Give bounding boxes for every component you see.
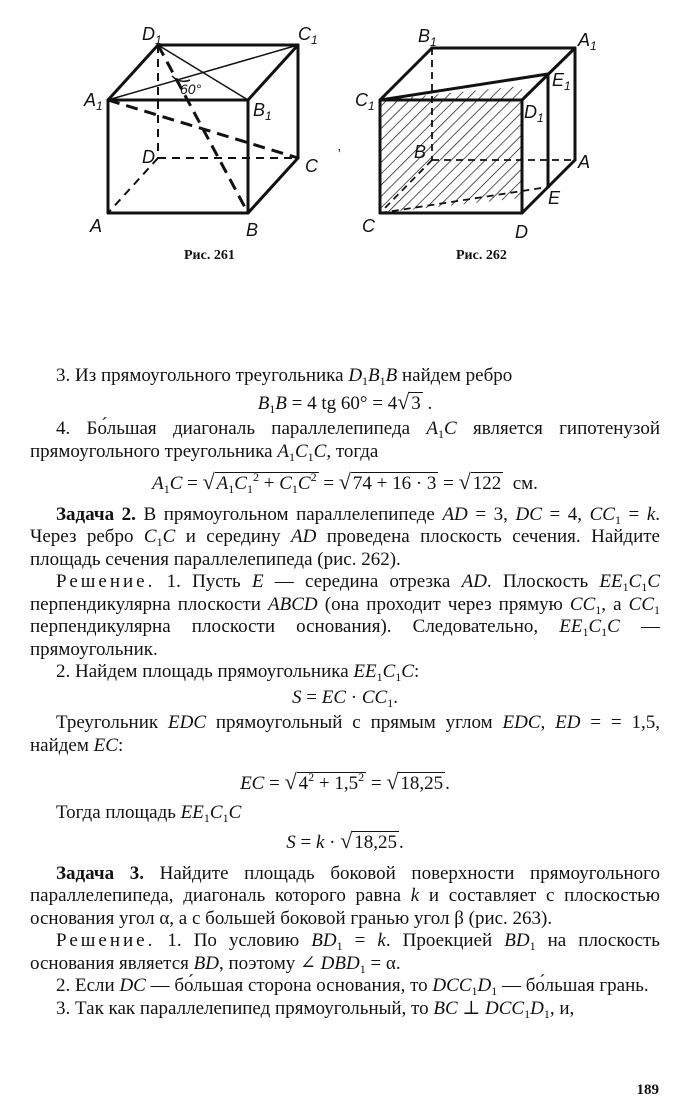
solution-2-step-1: Решение. 1. Пусть E — середина отрезка AD. Плоскость $EE_1C_1C$ перпендикулярна плоскости ABCD (она проходит через прямую $CC_1$, а $CC_1$ перпендикулярна плоскости основания). Следовательно, $EE_1C_1C$ — прямоугольник. [30,571,661,660]
label-C-262: C [362,216,375,236]
solution-2-step-2: 2. Найдем площадь прямоугольника $EE_1C_1C$: [56,661,420,684]
triangle-edc: Треугольник EDC прямоугольный с прямым углом EDC, ED = = 1,5, найдем EC: [30,712,660,756]
label-B1: $B_1$ [253,100,272,123]
label-C: C [305,156,318,176]
label-D-262: D [515,222,528,242]
figure-262 [0,0,681,250]
label-D1-262: $D_1$ [524,102,544,125]
task-3: Задача 3. Найдите площадь боковой поверхности прямоугольного параллелепипеда, диагональ которого равна k и составляет с плоскостью основания угол α, а с большей боковой гранью угол β (рис. 263). [30,862,660,929]
label-E-262: E [548,188,561,208]
label-A1-262: $A_1$ [578,30,597,53]
formula-a1c: $A_1C$ = √ $A_1C_1^2 + C_1C^2$ = √ 74 + 16 · 3 = √ 122 см. [152,469,538,496]
svg-text:': ' [338,147,341,162]
label-E1-262: $E_1$ [552,70,571,93]
label-A-262: A [578,152,591,172]
formula-s-ec: S = EC · $CC_1$. [292,686,398,710]
label-C1-262: $C_1$ [355,90,375,113]
solution-3-step-1: Решение. 1. По условию $BD_1 = k$. Проекцией $BD_1$ на плоскость основания является BD, поэтому ∠ $DBD_1 = \alpha$. [30,930,660,976]
label-D: D [142,147,155,167]
solution-3-step-2: 2. Если DC — бо́льшая сторона основания, то $DCC_1D_1$ — бо́льшая грань. [56,975,649,998]
label-A: A [90,216,103,236]
label-C1: $C_1$ [298,24,318,47]
label-angle-60: 60° [180,81,202,97]
task-2: Задача 2. В прямоугольном параллелепипеде AD = 3, DC = 4, $CC_1 = k$. Через ребро $C_1C$ и середину AD проведена плоскость сечения. Найдите площадь сечения параллелепипеда (рис. 262). [30,503,661,570]
label-A1: $A_1$ [84,90,103,113]
label-B: B [246,220,259,240]
label-B1-262: $B_1$ [418,26,437,49]
formula-s-k: S = k · √ 18,25 . [286,828,404,853]
label-B-262: B [414,142,427,162]
step-4: 4. Бо́льшая диагональ параллелепипеда $A_1C$ является гипотенузой прямоугольного треугольника $A_1C_1C$, тогда [30,418,660,464]
formula-ec: EC = √ $4^2 + 1,5^2$ = √ 18,25 . [240,769,450,794]
label-D1: $D_1$ [142,24,162,47]
formula-b1b: $B_1B = 4$ tg 60° = 4√ 3 . [257,388,433,416]
figure-261-caption: Рис. 261 [184,248,235,263]
solution-3-step-3: 3. Так как параллелепипед прямоугольный, то BC ⊥ $DCC_1D_1$, и, [56,997,575,1021]
figure-262-caption: Рис. 262 [456,248,507,263]
step-3: 3. Из прямоугольного треугольника $D_1B_1B$ найдем ребро [56,365,513,388]
page-number: 189 [636,1082,659,1098]
page-body [30,365,660,1020]
then-area: Тогда площадь $EE_1C_1C$ [56,801,242,825]
